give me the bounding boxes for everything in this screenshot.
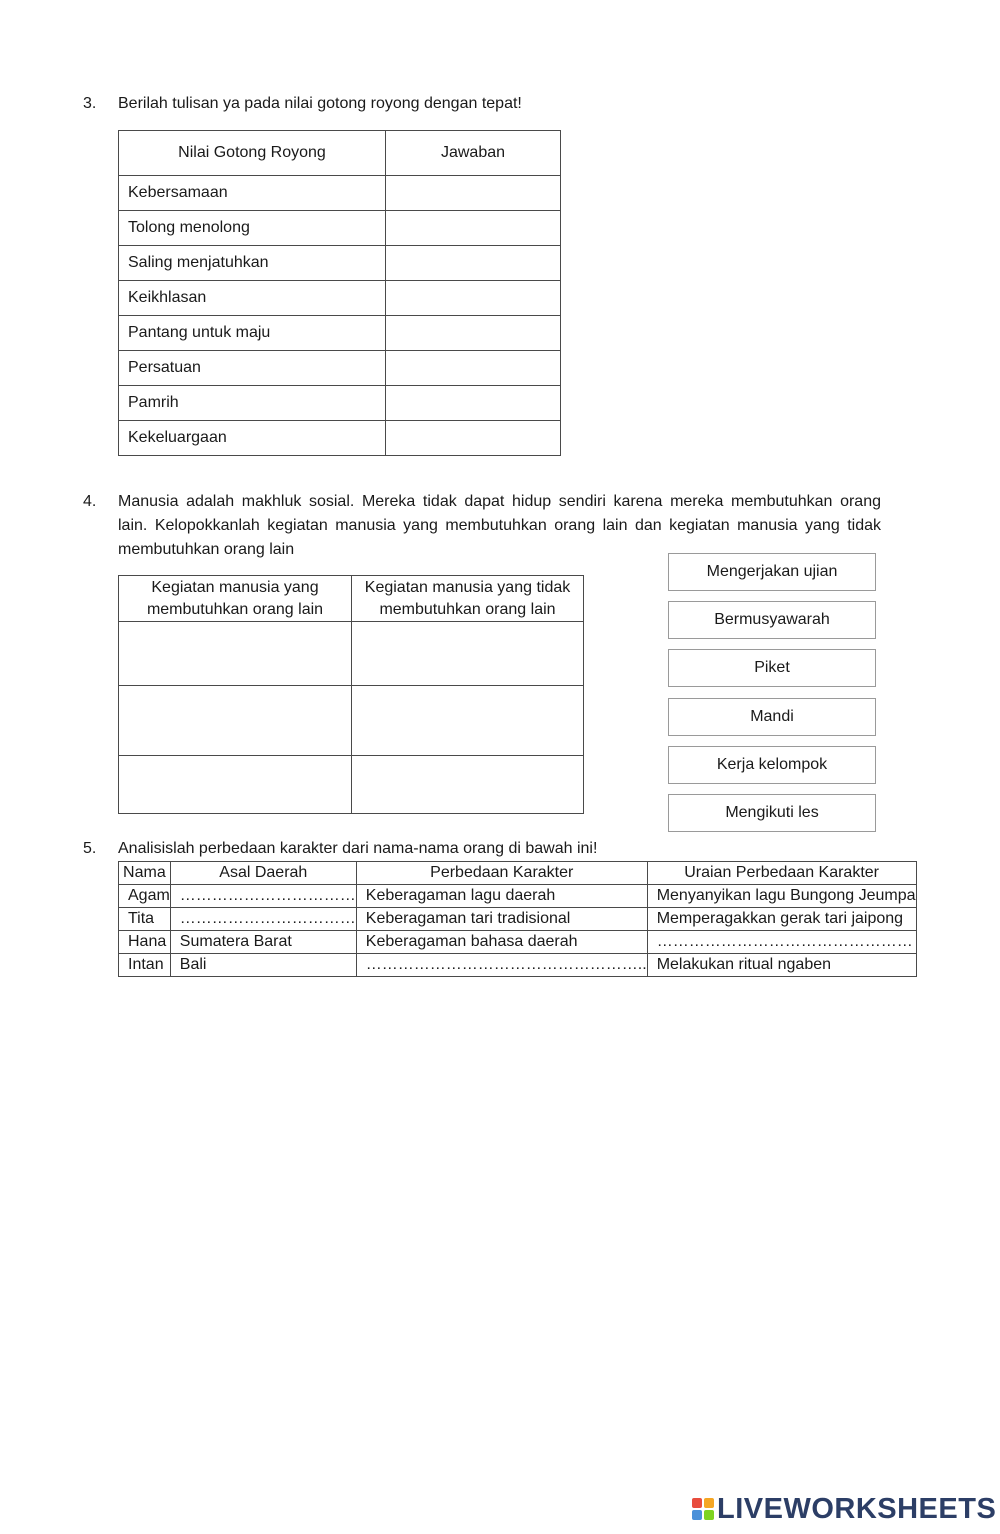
- q5-perbedaan-blank[interactable]: ……………………………………………..: [356, 954, 647, 977]
- q5-header-row: [119, 862, 917, 885]
- q3-item: Kekeluargaan: [119, 421, 386, 456]
- q4-header-row: [119, 576, 584, 622]
- q5-instruction: Analisislah perbedaan karakter dari nama-nama orang di bawah ini!: [118, 840, 598, 857]
- q5-asal: Bali: [170, 954, 356, 977]
- q4-number: 4.: [83, 493, 97, 510]
- q3-answer-cell[interactable]: [386, 351, 561, 386]
- q4-instruction-line1: Manusia adalah makhluk sosial. Mereka tidak dapat hidup sendiri karena mereka membutuhkan orang: [118, 493, 881, 510]
- q3-item: Pamrih: [119, 386, 386, 421]
- q4-option-mandi[interactable]: Mandi: [668, 698, 876, 736]
- q5-header-nama: Nama: [119, 862, 171, 885]
- table-row: [119, 622, 584, 686]
- q5-header-perbedaan: Perbedaan Karakter: [356, 862, 647, 885]
- q3-number: 3.: [83, 95, 97, 112]
- q3-table: [118, 130, 561, 456]
- liveworksheets-logo: [692, 1492, 997, 1525]
- table-row: [119, 931, 917, 954]
- q4-drop-cell[interactable]: [119, 622, 352, 686]
- q5-table: [118, 861, 917, 977]
- q4-header-need: Kegiatan manusia yang membutuhkan orang lain: [119, 576, 352, 622]
- q5-perbedaan: Keberagaman bahasa daerah: [356, 931, 647, 954]
- table-row: [119, 954, 917, 977]
- q4-drop-cell[interactable]: [352, 622, 584, 686]
- q4-instruction-line2: lain. Kelopokkanlah kegiatan manusia yang membutuhkan orang lain dan kegiatan manusia yang tidak: [118, 517, 881, 534]
- table-row: [119, 246, 561, 281]
- q3-answer-cell[interactable]: [386, 211, 561, 246]
- q3-item: Persatuan: [119, 351, 386, 386]
- q5-header-asal: Asal Daerah: [170, 862, 356, 885]
- q4-drop-cell[interactable]: [352, 686, 584, 756]
- q5-nama: Tita: [119, 908, 171, 931]
- q3-item: Pantang untuk maju: [119, 316, 386, 351]
- q3-item: Tolong menolong: [119, 211, 386, 246]
- q4-drop-cell[interactable]: [119, 686, 352, 756]
- q5-uraian-blank[interactable]: …………………………………………: [647, 931, 916, 954]
- q4-instruction-line3: membutuhkan orang lain: [118, 541, 295, 558]
- q3-answer-cell[interactable]: [386, 176, 561, 211]
- table-row: [119, 176, 561, 211]
- q4-option-bermusyawarah[interactable]: Bermusyawarah: [668, 601, 876, 639]
- logo-text: LIVEWORKSHEETS: [717, 1492, 997, 1525]
- q5-nama: Intan: [119, 954, 171, 977]
- q5-uraian: Memperagakkan gerak tari jaipong: [647, 908, 916, 931]
- q4-drop-cell[interactable]: [352, 756, 584, 814]
- q3-header-row: [119, 131, 561, 176]
- q3-answer-cell[interactable]: [386, 386, 561, 421]
- q5-uraian: Melakukan ritual ngaben: [647, 954, 916, 977]
- table-row: [119, 211, 561, 246]
- logo-grid-icon: [692, 1498, 714, 1520]
- q3-item: Kebersamaan: [119, 176, 386, 211]
- q5-asal-blank[interactable]: ……………………………: [170, 908, 356, 931]
- table-row: [119, 885, 917, 908]
- table-row: [119, 281, 561, 316]
- q3-item: Keikhlasan: [119, 281, 386, 316]
- q4-drop-cell[interactable]: [119, 756, 352, 814]
- table-row: [119, 386, 561, 421]
- q4-table: [118, 575, 584, 814]
- table-row: [119, 351, 561, 386]
- q3-instruction: Berilah tulisan ya pada nilai gotong royong dengan tepat!: [118, 95, 522, 112]
- q5-number: 5.: [83, 840, 97, 857]
- q3-answer-cell[interactable]: [386, 246, 561, 281]
- q4-option-kerja-kelompok[interactable]: Kerja kelompok: [668, 746, 876, 784]
- q5-header-uraian: Uraian Perbedaan Karakter: [647, 862, 916, 885]
- q3-answer-cell[interactable]: [386, 281, 561, 316]
- q4-header-no-need: Kegiatan manusia yang tidak membutuhkan orang lain: [352, 576, 584, 622]
- table-row: [119, 908, 917, 931]
- q4-option-piket[interactable]: Piket: [668, 649, 876, 687]
- q5-uraian: Menyanyikan lagu Bungong Jeumpa: [647, 885, 916, 908]
- q3-header-nilai: Nilai Gotong Royong: [119, 131, 386, 176]
- q4-option-mengikuti-les[interactable]: Mengikuti les: [668, 794, 876, 832]
- q4-option-mengerjakan-ujian[interactable]: Mengerjakan ujian: [668, 553, 876, 591]
- q5-asal: Sumatera Barat: [170, 931, 356, 954]
- q5-perbedaan: Keberagaman tari tradisional: [356, 908, 647, 931]
- q3-answer-cell[interactable]: [386, 316, 561, 351]
- table-row: [119, 421, 561, 456]
- table-row: [119, 686, 584, 756]
- q3-header-jawaban: Jawaban: [386, 131, 561, 176]
- q5-nama: Hana: [119, 931, 171, 954]
- q3-item: Saling menjatuhkan: [119, 246, 386, 281]
- q3-answer-cell[interactable]: [386, 421, 561, 456]
- table-row: [119, 316, 561, 351]
- q5-nama: Agam: [119, 885, 171, 908]
- q5-asal-blank[interactable]: ……………………………: [170, 885, 356, 908]
- q5-perbedaan: Keberagaman lagu daerah: [356, 885, 647, 908]
- table-row: [119, 756, 584, 814]
